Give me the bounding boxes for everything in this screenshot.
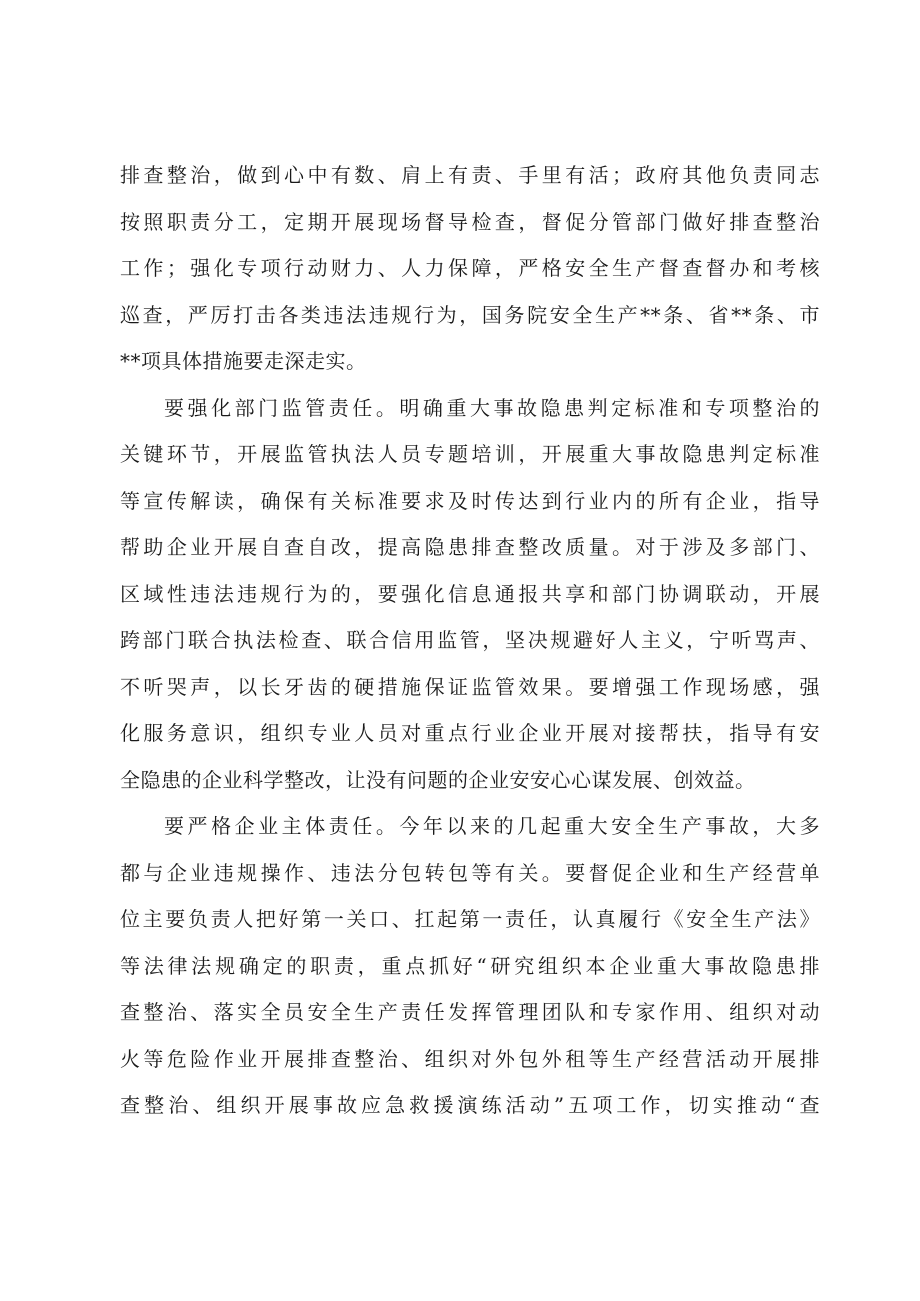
text-line: 都与企业违规操作、违法分包转包等有关。要督促企业和生产经营单 xyxy=(120,860,820,885)
text-line: **项具体措施要走深走实。 xyxy=(120,349,367,373)
text-line: 区域性违法违规行为的，要强化信息通报共享和部门协调联动，开展 xyxy=(120,581,820,606)
text-line: 等宣传解读，确保有关标准要求及时传达到行业内的所有企业，指导 xyxy=(120,488,820,513)
paragraph-first-line: 要强化部门监管责任。明确重大事故隐患判定标准和专项整治的 xyxy=(164,395,820,420)
text-line: 巡查，严厉打击各类违法违规行为，国务院安全生产**条、省**条、市 xyxy=(120,302,820,327)
text-line: 等法律法规确定的职责，重点抓好“研究组织本企业重大事故隐患排 xyxy=(120,953,820,978)
text-line: 帮助企业开展自查自改，提高隐患排查整改质量。对于涉及多部门、 xyxy=(120,535,820,559)
paragraph-first-line: 要严格企业主体责任。今年以来的几起重大安全生产事故，大多 xyxy=(164,814,820,838)
text-line: 工作；强化专项行动财力、人力保障，严格安全生产督查督办和考核 xyxy=(120,256,820,280)
text-line: 关键环节，开展监管执法人员专题培训，开展重大事故隐患判定标准 xyxy=(120,442,820,466)
text-line: 火等危险作业开展排查整治、组织对外包外租等生产经营活动开展排 xyxy=(120,1046,820,1071)
text-line: 按照职责分工，定期开展现场督导检查，督促分管部门做好排查整治 xyxy=(120,209,820,234)
document-body xyxy=(120,152,820,1129)
text-line: 全隐患的企业科学整改，让没有问题的企业安安心心谋发展、创效益。 xyxy=(120,767,756,792)
text-line: 查整治、落实全员安全生产责任发挥管理团队和专家作用、组织对动 xyxy=(120,1000,820,1024)
text-line: 查整治、组织开展事故应急救援演练活动”五项工作，切实推动“查 xyxy=(120,1093,820,1117)
text-line: 不听哭声，以长牙齿的硬措施保证监管效果。要增强工作现场感，强 xyxy=(120,674,820,699)
text-line: 位主要负责人把好第一关口、扛起第一责任，认真履行《安全生产法》 xyxy=(120,907,820,931)
text-line: 排查整治，做到心中有数、肩上有责、手里有活；政府其他负责同志 xyxy=(120,163,820,187)
text-line: 跨部门联合执法检查、联合信用监管，坚决规避好人主义，宁听骂声、 xyxy=(120,628,820,652)
text-line: 化服务意识，组织专业人员对重点行业企业开展对接帮扶，指导有安 xyxy=(120,721,820,745)
